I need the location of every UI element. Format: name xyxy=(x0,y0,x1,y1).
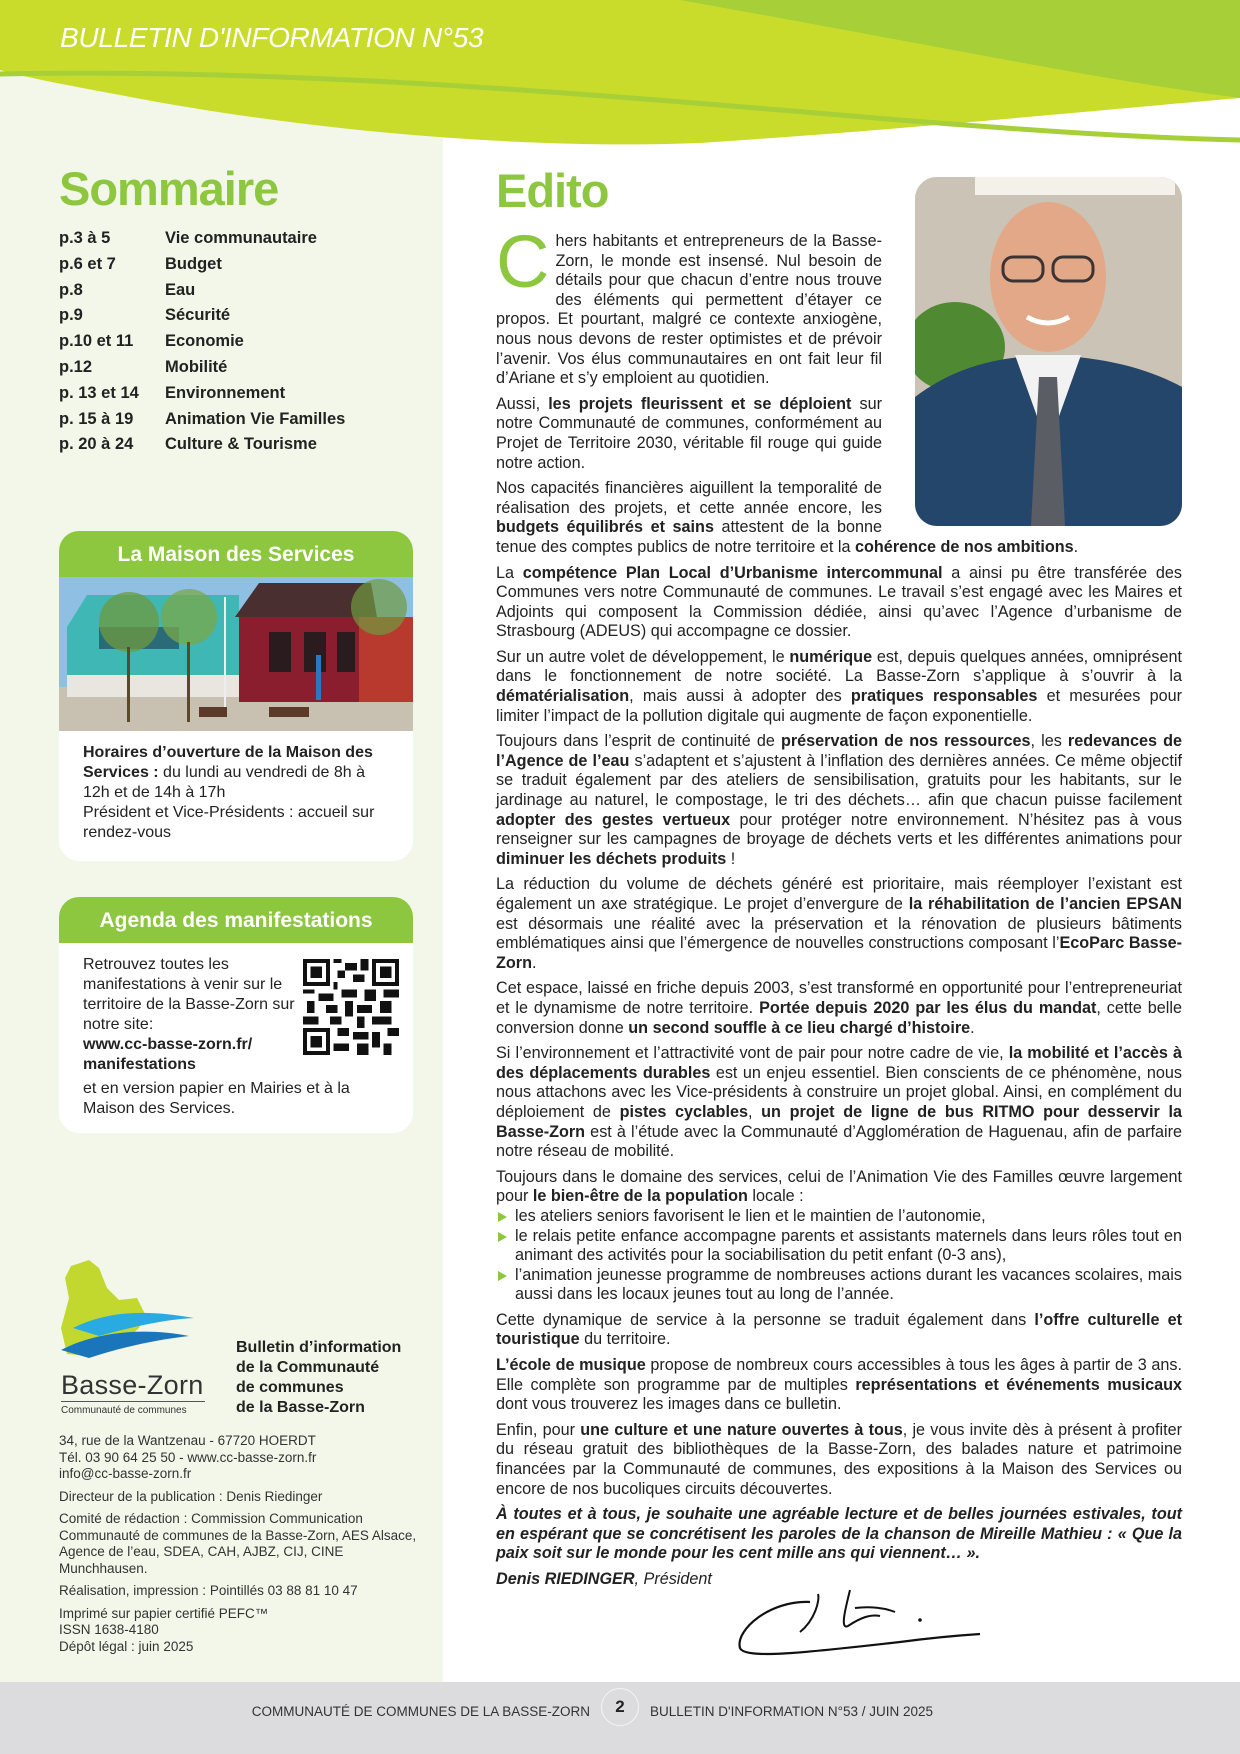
toc-item[interactable] xyxy=(59,407,429,433)
list-item: le relais petite enfance accompagne parents et assistants maternels dans leurs rôles tout en animant des activités pour la sociabilisation du petit enfant (0-3 ans), xyxy=(496,1227,1182,1266)
emphasis: budgets équilibrés et sains xyxy=(496,518,714,537)
footer-issue: BULLETIN D'INFORMATION N°53 / JUIN 2025 xyxy=(650,1704,934,1719)
text: . xyxy=(531,953,537,972)
text: . xyxy=(1073,537,1079,556)
emphasis: EcoParc Basse-Zorn xyxy=(496,934,1183,972)
toc-label: Economie xyxy=(165,332,244,351)
text: Nos capacités financières aiguillent la temporalité de réalisation des projets, et cette année encore, les xyxy=(496,479,882,517)
text: Si l’environnement et l’attractivité vont de pair pour notre cadre de vie, xyxy=(496,1044,1009,1063)
agenda-card xyxy=(59,897,413,1133)
emphasis: compétence Plan Local d’Urbanisme intercommunal xyxy=(522,563,943,582)
publication-director: Directeur de la publication : Denis Riedinger xyxy=(59,1488,323,1504)
emphasis: une culture et une nature ouvertes à tous xyxy=(580,1420,903,1439)
toc-label: Eau xyxy=(165,280,196,299)
text: est un enjeu essentiel. Bien conscients de ce phénomène, nous nous attachons avec les Vice-présidents à construire un projet global. Ainsi, en complément du déploiement de xyxy=(496,1063,1182,1121)
phone-website-line: Tél. 03 90 64 25 50 - www.cc-basse-zorn.fr xyxy=(59,1449,317,1465)
text: , les xyxy=(1030,732,1068,751)
emphasis: Portée depuis 2020 par les élus du mandat xyxy=(759,998,1097,1017)
agenda-card-title: Agenda des manifestations xyxy=(59,897,413,943)
edito-heading: Edito xyxy=(496,164,609,217)
text: est, depuis quelques années, omniprésent dans le fonctionnement de notre société. La Basse-Zorn s’applique à s’ouvrir à la xyxy=(496,647,1182,686)
text: Enfin, pour xyxy=(496,1420,581,1439)
legal-block xyxy=(59,1606,429,1656)
emphasis: un second souffle à ce lieu chargé d’histoire xyxy=(628,1018,971,1037)
toc-item[interactable] xyxy=(59,329,429,355)
address-block xyxy=(59,1433,429,1483)
emphasis: L’école de musique xyxy=(496,1356,646,1375)
text: , cette belle conversion donne xyxy=(496,998,1182,1037)
text: . xyxy=(970,1018,975,1037)
text: est désormais une réalité avec la préservation et la rénovation de plusieurs bâtiments emblématiques ainsi que l’émergence de nouvelles constructions composant l’ xyxy=(496,914,1182,953)
toc-label: Environnement xyxy=(165,383,286,402)
edito-paragraph xyxy=(496,1421,1182,1499)
text: La xyxy=(496,563,523,582)
opening-hours-text: du lundi au vendredi de 8h à 12h et de 14h à 17h xyxy=(83,764,365,801)
edito-paragraph xyxy=(496,1044,1182,1162)
maison-des-services-card xyxy=(59,531,413,861)
emphasis: adopter des gestes vertueux xyxy=(496,810,731,829)
toc-label: Animation Vie Familles xyxy=(165,409,346,428)
toc-label: Budget xyxy=(165,254,222,273)
text: Cette dynamique de service à la personne se traduit également dans xyxy=(496,1310,1035,1329)
emphasis: préservation de nos ressources xyxy=(780,732,1031,751)
toc-label: Vie communautaire xyxy=(165,229,317,247)
signer-name: Denis RIEDINGER xyxy=(496,1570,635,1588)
editorial-committee: Comité de rédaction : Commission Communication Communauté de communes de la Basse-Zorn, AES Alsace, Agence de l’eau, SDEA, CAH, AJBZ, CIJ, CINE Munchhausen. xyxy=(59,1511,417,1576)
list-item: les ateliers seniors favorisent le lien et le maintien de l’autonomie, xyxy=(496,1207,1182,1227)
emphasis: pratiques responsables xyxy=(850,687,1038,706)
toc-label: Mobilité xyxy=(165,357,228,376)
page-footer xyxy=(0,1682,1240,1754)
issn-line: ISSN 1638-4180 xyxy=(59,1622,159,1637)
toc-page: p. 15 à 19 xyxy=(59,409,134,428)
agenda-link[interactable]: www.cc-basse-zorn.fr/ manifestations xyxy=(83,1036,253,1073)
text: et mesurées pour limiter l’impact de la pollution digitale qui augmente de façon exponentielle. xyxy=(496,687,1182,725)
imprint xyxy=(59,1433,429,1661)
toc-item[interactable] xyxy=(59,278,429,304)
edito-paragraph xyxy=(496,564,1182,642)
toc-page: p.9 xyxy=(59,306,83,325)
toc-item[interactable] xyxy=(59,303,429,329)
description-line: de la Communauté xyxy=(236,1359,380,1376)
text: Aussi, xyxy=(496,394,549,413)
emphasis: représentations et événements musicaux xyxy=(855,1375,1182,1394)
text: sur notre Communauté de communes, conformément au Projet de Territoire 2030, véritable fil rouge qui guide notre action. xyxy=(496,394,882,472)
list-item: l’animation jeunesse programme de nombreuses actions durant les vacances scolaires, mais aussi dans les locaux jeunes tout au long de l’année. xyxy=(496,1266,1182,1305)
text: La réduction du volume de déchets généré est prioritaire, mais réemployer l’existant est également un axe stratégique. Le projet d’envergure de xyxy=(496,875,1182,913)
page-number: 2 xyxy=(601,1688,639,1726)
text: , je vous invite dès à présent à profiter du réseau gratuit des bibliothèques de la Basse-Zorn, des balades nature et patrimoine financées par la Communauté de communes, des expositions à la Maison des Services ou encore de nos bucoliques circuits découvertes. xyxy=(496,1420,1182,1498)
toc-page: p.8 xyxy=(59,280,83,299)
certification-line: Imprimé sur papier certifié PEFC™ xyxy=(59,1605,269,1621)
maison-des-services-photo xyxy=(59,577,413,731)
toc-page: p.10 et 11 xyxy=(59,332,134,351)
edito-paragraph xyxy=(496,875,1182,973)
basse-zorn-map-icon xyxy=(59,1258,209,1368)
agenda-text: Retrouvez toutes les manifestations à venir sur le territoire de la Basse-Zorn sur notre site: xyxy=(83,956,295,1033)
edito-body xyxy=(496,220,1183,1596)
toc-page: p. 20 à 24 xyxy=(59,435,134,454)
text: s’adaptent et s’ajustent à l’inflation des dernières années. Ce même objectif se traduit également par des ateliers de sensibilisation, gratuits pour les habitants, sur le jardinage au naturel, le compostage, le tri des déchets… afin que chacun puisse facilement xyxy=(496,751,1182,810)
toc-item[interactable] xyxy=(59,381,429,407)
text: Toujours dans le domaine des services, celui de l’Animation Vie des Familles œuvre largement pour xyxy=(496,1167,1182,1206)
edito-paragraph xyxy=(496,1168,1182,1207)
portrait-spacer xyxy=(882,232,1182,530)
description-line: de la Basse-Zorn xyxy=(236,1399,365,1416)
paragraph-text: hers habitants et entrepreneurs de la Basse-Zorn, le monde est insensé. Nul besoin de détails pour que chacun d’entre nous trouve des éléments qui permettent d’étayer ce propos. Et pourtant, malgré ce contexte anxiogène, nous nous devons de rester optimistes et de prévoir l’avenir. Vos élus communautaires en ont fait leur fil d’Ariane et s’y emploient au quotidien. xyxy=(496,232,882,388)
edito-paragraph xyxy=(496,1311,1182,1350)
toc-item[interactable] xyxy=(59,252,429,278)
header-banner xyxy=(0,0,1240,150)
text: , mais aussi à adopter des xyxy=(629,687,851,706)
bulletin-description xyxy=(236,1338,401,1418)
emphasis: cohérence de nos ambitions xyxy=(855,537,1074,556)
emphasis: pistes cyclables xyxy=(619,1102,748,1121)
text: du territoire. xyxy=(579,1330,671,1349)
text: attestent de la bonne tenue des comptes publics de notre territoire et la xyxy=(496,518,882,556)
table-of-contents xyxy=(59,162,429,458)
production-credit: Réalisation, impression : Pointillés 03 88 81 10 47 xyxy=(59,1583,358,1598)
closing-message: À toutes et à tous, je souhaite une agréable lecture et de belles journées estivales, tout en espérant que se concrétisent les paroles de la chanson de Mireille Mathieu : « Que la paix soit sur le monde pour les cent mille ans qui viennent… ». xyxy=(496,1505,1182,1563)
emphasis: dématérialisation xyxy=(496,687,630,706)
toc-page: p.12 xyxy=(59,357,93,376)
edito-paragraph xyxy=(496,732,1182,869)
email-line: info@cc-basse-zorn.fr xyxy=(59,1466,192,1481)
signature-icon xyxy=(730,1580,990,1660)
emphasis: la réhabilitation de l’ancien EPSAN xyxy=(908,895,1183,913)
text: , xyxy=(747,1102,762,1121)
toc-page: p.3 à 5 xyxy=(59,229,111,247)
emphasis: le bien-être de la population xyxy=(532,1187,748,1206)
text: locale : xyxy=(747,1187,804,1206)
toc-item[interactable] xyxy=(59,432,429,458)
toc-item[interactable] xyxy=(59,355,429,381)
president-reception-text: Président et Vice-Présidents : accueil sur rendez-vous xyxy=(83,804,375,841)
text: Cet espace, laissé en friche depuis 2003, s’est transformé en opportunité pour l’entrepreneuriat et le dynamisme de notre territoire. xyxy=(496,979,1182,1017)
basse-zorn-logo xyxy=(59,1258,209,1418)
bulletin-title: BULLETIN D'INFORMATION N°53 xyxy=(60,22,484,53)
text: est à l’étude avec la Communauté d’Agglomération de Haguenau, afin de parfaire notre réseau de mobilité. xyxy=(496,1122,1182,1161)
building-illustration xyxy=(59,577,413,731)
emphasis: un projet de ligne de bus RITMO pour desservir la Basse-Zorn xyxy=(496,1102,1182,1141)
text: ! xyxy=(726,849,736,868)
text: dont vous trouverez les images dans ce bulletin. xyxy=(496,1395,842,1414)
sommaire-heading: Sommaire xyxy=(59,162,279,215)
address-line: 34, rue de la Wantzenau - 67720 HOERDT xyxy=(59,1433,316,1448)
qr-code-icon[interactable] xyxy=(303,959,399,1055)
toc-page: p.6 et 7 xyxy=(59,254,116,273)
text: pour protéger notre environnement. N’hésitez pas à vous renseigner sur les campagnes de broyage de déchets verts et les différentes animations pour xyxy=(496,810,1182,849)
text: propose de nombreux cours accessibles à tous les âges à partir de 3 ans. Elle complète son programme par de multiples xyxy=(496,1356,1182,1394)
logo-name: Basse-Zorn xyxy=(61,1370,204,1400)
emphasis: l’offre culturelle et touristique xyxy=(496,1310,1182,1349)
opening-hours-label: Horaires d’ouverture de la Maison des Services : xyxy=(83,744,373,781)
text: Toujours dans l’esprit de continuité de xyxy=(496,732,781,751)
emphasis: numérique xyxy=(789,647,873,666)
services-list xyxy=(496,1207,1182,1305)
toc-label: Sécurité xyxy=(165,306,231,325)
maison-card-title: La Maison des Services xyxy=(59,531,413,577)
footer-organization: COMMUNAUTÉ DE COMMUNES DE LA BASSE-ZORN xyxy=(251,1704,590,1719)
signer-role: , Président xyxy=(634,1570,712,1588)
toc-list xyxy=(59,226,429,458)
agenda-paper-text: et en version papier en Mairies et à la Maison des Services. xyxy=(83,1080,350,1117)
edito-paragraph xyxy=(496,1356,1182,1415)
emphasis: redevances de l’Agence de l’eau xyxy=(496,732,1183,770)
edito-paragraph xyxy=(496,648,1182,726)
emphasis: les projets fleurissent et se déploient xyxy=(548,394,852,413)
description-line: Bulletin d’information xyxy=(236,1339,402,1356)
edito-paragraph xyxy=(496,979,1182,1038)
description-line: de communes xyxy=(236,1379,344,1396)
drop-cap: C xyxy=(496,220,550,303)
emphasis: diminuer les déchets produits xyxy=(496,849,727,868)
text: Sur un autre volet de développement, le xyxy=(496,647,790,666)
toc-item[interactable] xyxy=(59,226,429,252)
emphasis: la mobilité et l’accès à des déplacements durables xyxy=(496,1044,1182,1082)
logo-subtitle: Communauté de communes xyxy=(61,1405,187,1416)
text: a ainsi pu être transférée des Communes vers notre Communauté de communes. Le travail s’est engagé avec les Maires et Adjoints qui composent la Commission dédiée, ainsi qu’avec l’Agence d’urbanisme de Strasbourg (ADEUS) qui accompagne ce dossier. xyxy=(496,563,1182,641)
maison-card-body xyxy=(59,731,413,859)
logo-divider xyxy=(61,1401,205,1402)
toc-label: Culture & Tourisme xyxy=(165,435,317,454)
toc-page: p. 13 et 14 xyxy=(59,383,139,402)
legal-deposit-line: Dépôt légal : juin 2025 xyxy=(59,1638,194,1654)
